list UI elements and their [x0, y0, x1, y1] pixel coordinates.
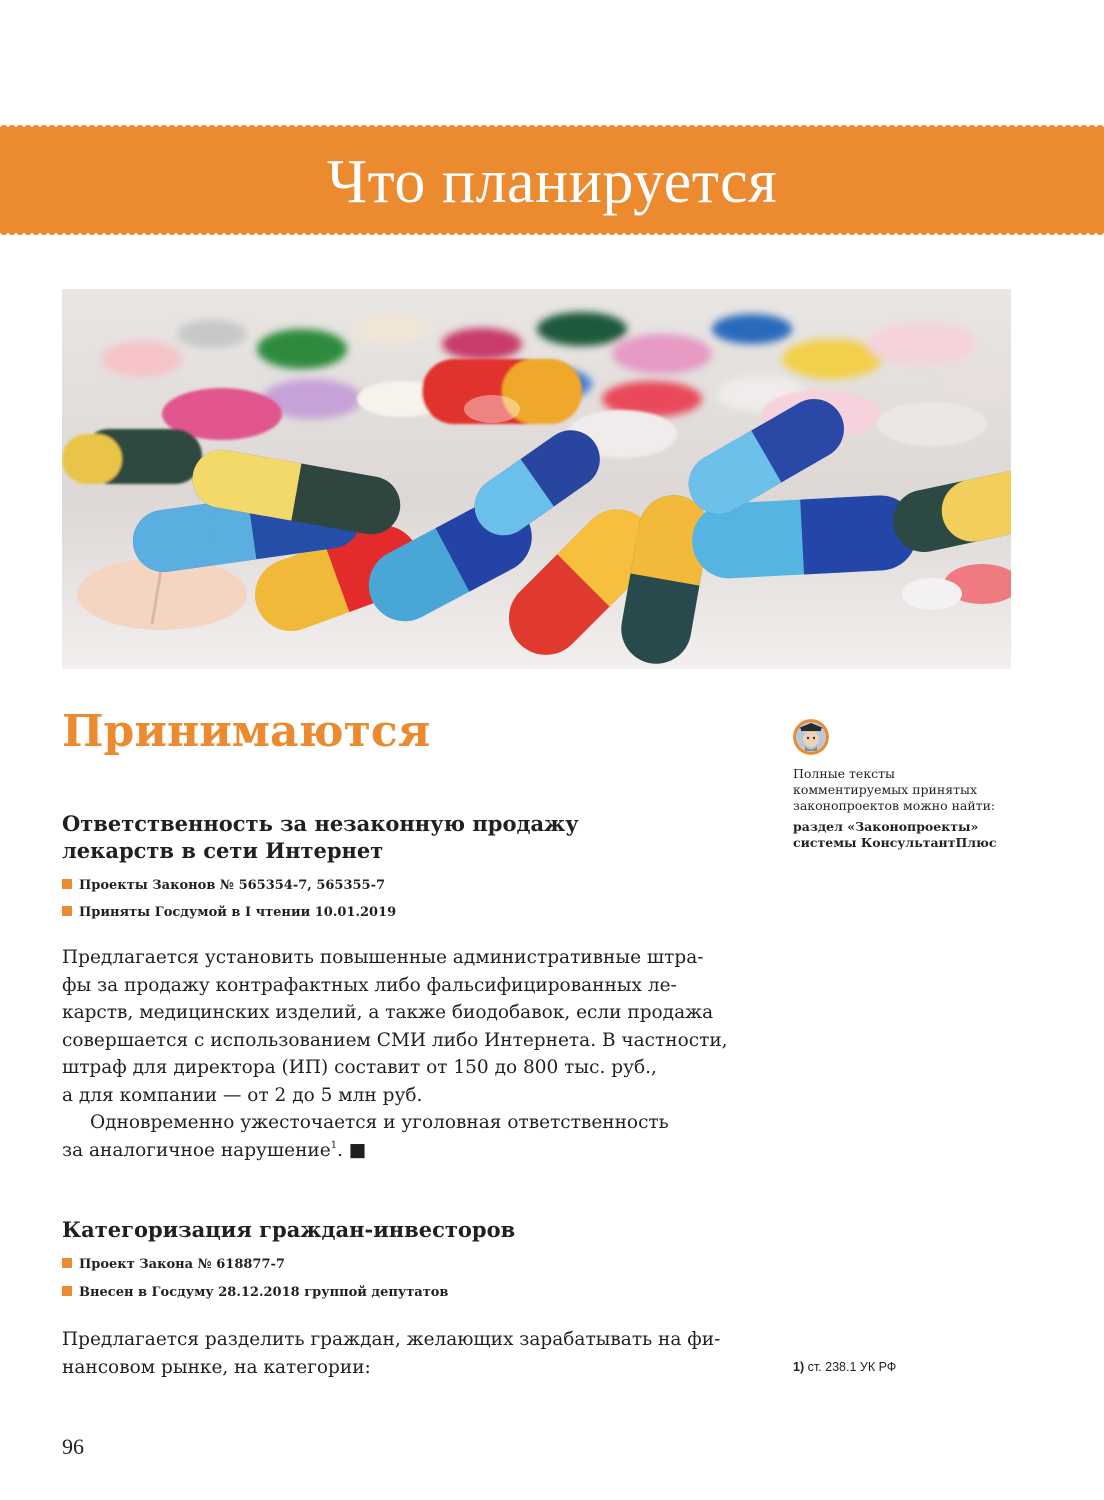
article-body — [62, 944, 742, 1164]
pills-photo — [62, 289, 1011, 669]
footnote-marker: 1) — [793, 1360, 805, 1374]
body-line: нансовом рынке, на категории: — [62, 1356, 371, 1378]
bullet-square-icon — [62, 1258, 72, 1268]
page-number: 96 — [62, 1434, 84, 1459]
body-line: фы за продажу контрафактных либо фальсифицированных ле- — [62, 974, 677, 996]
body-line: штраф для директора (ИП) составит от 150 до 800 тыс. руб., — [62, 1057, 657, 1078]
bill-status: Внесен в Госдуму 28.12.2018 группой депутатов — [62, 1285, 448, 1301]
advisor-avatar-icon — [793, 719, 829, 755]
sidebar-note-line: Полные тексты — [793, 766, 896, 781]
bullet-square-icon — [62, 906, 72, 916]
sidebar-note — [793, 766, 1033, 851]
bill-numbers: Проекты Законов № 565354-7, 565355-7 — [62, 878, 385, 894]
banner-top-edge — [0, 122, 1104, 132]
body-line: карств, медицинских изделий, а также биодобавок, если продажа — [62, 1002, 714, 1023]
banner-bottom-edge — [0, 228, 1104, 238]
bullet-square-icon — [62, 879, 72, 889]
banner-title: Что планируется — [326, 148, 778, 216]
footnote-ref[interactable]: 1 — [330, 1139, 338, 1151]
article-title-line: лекарств в сети Интернет — [62, 838, 384, 863]
body-line-with-footnote: за аналогичное нарушение$^1$. ■ — [62, 1139, 367, 1161]
bullet-square-icon — [62, 1286, 72, 1296]
article-title-line: Ответственность за незаконную продажу — [62, 811, 579, 836]
sidebar-note-line: комментируемых принятых — [793, 782, 978, 797]
section-title: Принимаются — [62, 706, 431, 757]
body-line: совершается с использованием СМИ либо Интернета. В частности, — [62, 1029, 728, 1051]
article-title — [62, 810, 702, 864]
article-body — [62, 1326, 742, 1381]
body-line: а для компании — от 2 до 5 млн руб. — [62, 1084, 423, 1106]
body-line: Предлагается разделить граждан, желающих зарабатывать на фи- — [62, 1329, 721, 1350]
body-line: Одновременно ужесточается и уголовная ответственность — [90, 1112, 669, 1133]
sidebar-note-line: законопроектов можно найти: — [793, 798, 996, 813]
sidebar-source-line: системы КонсультантПлюс — [793, 835, 997, 850]
body-line: Предлагается установить повышенные административные штра- — [62, 947, 704, 968]
sidebar-source-line: раздел «Законопроекты» — [793, 819, 979, 834]
bill-numbers: Проект Закона № 618877-7 — [62, 1257, 285, 1273]
footnote-text: ст. 238.1 УК РФ — [807, 1360, 897, 1374]
footnote — [793, 1360, 896, 1374]
bill-status: Приняты Госдумой в I чтении 10.01.2019 — [62, 905, 396, 921]
article-title: Категоризация граждан-инвесторов — [62, 1217, 516, 1242]
